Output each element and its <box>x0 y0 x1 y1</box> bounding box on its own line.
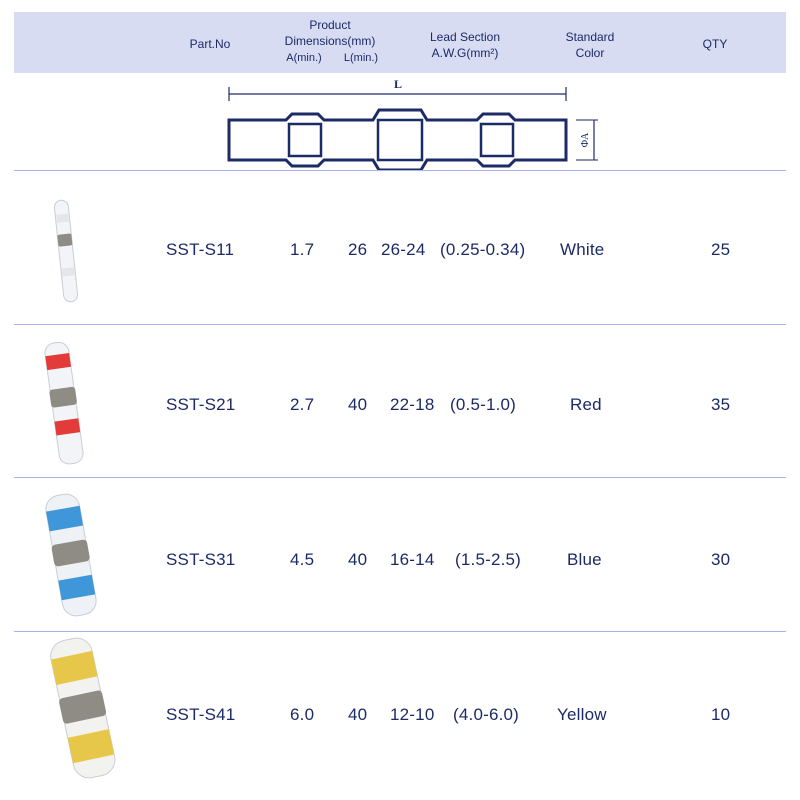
header-dim-a: A(min.) <box>286 52 322 64</box>
connector-thumbnail-s21 <box>30 338 100 473</box>
dim-l-value: 40 <box>348 395 368 414</box>
inner-ring-left <box>289 124 321 156</box>
row-divider <box>14 324 786 325</box>
dim-l-value: 40 <box>348 705 368 724</box>
qty-value: 25 <box>711 240 731 259</box>
awg-value: 16-14 <box>390 550 435 569</box>
color-value: White <box>560 240 605 259</box>
awg-value: 22-18 <box>390 395 435 414</box>
part-number: SST-S21 <box>166 395 236 414</box>
header-dim-l: L(min.) <box>343 52 379 64</box>
color-value: Yellow <box>557 705 607 724</box>
dim-l-value: 40 <box>348 550 368 569</box>
connector-drawing <box>0 74 800 170</box>
length-label: L <box>393 77 403 91</box>
diameter-label: ΦA <box>580 132 591 148</box>
row-divider <box>14 631 786 632</box>
connector-thumbnail-s41 <box>28 634 138 789</box>
row-divider <box>14 477 786 478</box>
table-header <box>14 12 786 73</box>
dim-a-value: 1.7 <box>290 240 315 259</box>
header-dimensions-line2: Dimensions(mm) <box>284 34 376 48</box>
header-dimensions-line1: Product <box>309 18 351 32</box>
color-value: Red <box>570 395 602 414</box>
connector-thumbnail-s31 <box>26 490 116 625</box>
header-part-no: Part.No <box>189 37 231 51</box>
qty-value: 35 <box>711 395 731 414</box>
header-color-line1: Standard <box>565 30 615 44</box>
inner-ring-right <box>481 124 513 156</box>
connector-thumbnail-s11 <box>44 196 88 311</box>
awg-value: 12-10 <box>390 705 435 724</box>
header-color-line2: Color <box>575 46 605 60</box>
mm2-value: (1.5-2.5) <box>455 550 522 569</box>
row-divider <box>14 170 786 171</box>
qty-value: 10 <box>711 705 731 724</box>
dim-a-value: 4.5 <box>290 550 315 569</box>
dim-l-value: 26 <box>348 240 368 259</box>
mm2-value: (0.25-0.34) <box>440 240 526 259</box>
color-value: Blue <box>567 550 602 569</box>
dimension-diagram <box>0 74 800 170</box>
part-number: SST-S11 <box>166 240 235 259</box>
inner-ring-center <box>378 120 422 160</box>
awg-value: 26-24 <box>381 240 426 259</box>
dim-a-value: 6.0 <box>290 705 315 724</box>
part-number: SST-S31 <box>166 550 236 569</box>
mm2-value: (4.0-6.0) <box>453 705 520 724</box>
mm2-value: (0.5-1.0) <box>450 395 517 414</box>
part-number: SST-S41 <box>166 705 236 724</box>
header-lead-line2: A.W.G(mm²) <box>431 46 499 60</box>
dim-a-value: 2.7 <box>290 395 315 414</box>
qty-value: 30 <box>711 550 731 569</box>
header-qty: QTY <box>702 37 728 51</box>
header-lead-line1: Lead Section <box>429 30 501 44</box>
